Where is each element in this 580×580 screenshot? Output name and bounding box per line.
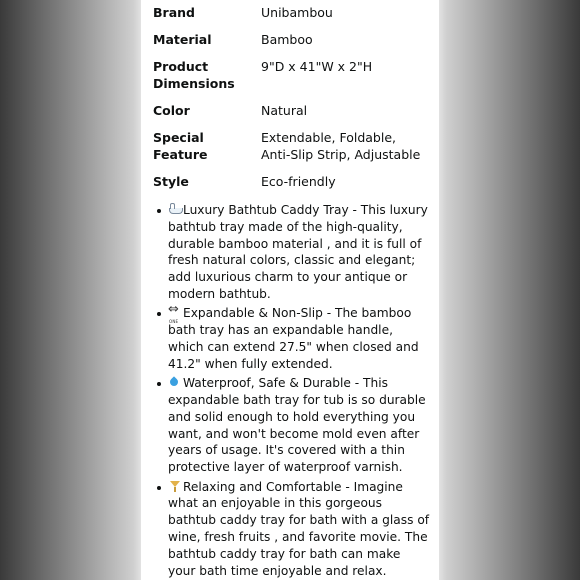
feature-bullet-list [141,202,439,579]
spec-row-material [141,31,439,48]
spec-label: Special Feature [153,130,208,162]
expand-arrows-icon [168,306,182,318]
spec-value: Unibambou [261,5,333,20]
spec-row-dimensions [141,58,439,92]
spec-value: 9"D x 41"W x 2"H [261,59,373,74]
spec-value: Natural [261,103,308,118]
spec-row-color [141,102,439,119]
product-specs-table [141,0,439,190]
spec-label: Style [153,174,189,189]
spec-value: Bamboo [261,32,313,47]
bullet-text: Luxury Bathtub Caddy Tray - This luxury bathtub tray made of the high-quality, durable bamboo material , and it is full of fresh natural colors, classic and elegant; add luxurious charm to your antique or modern bathtub. [168,203,428,301]
spec-row-brand [141,4,439,21]
spec-row-style [141,173,439,190]
bullet-text: Expandable & Non-Slip - The bamboo bath tray has an expandable handle, which can extend 27.5" when closed and 41.2" when fully extended. [168,306,419,371]
spec-label: Color [153,103,190,118]
list-item [141,479,439,580]
bullet-text: Waterproof, Safe & Durable - This expandable bath tray for tub is so durable and solid enough to hold everything you want, and won't become mold even after years of usage. It's covered with a thin protective layer of waterproof varnish. [168,376,426,475]
spec-value: Extendable, Foldable, Anti-Slip Strip, Adjustable [261,130,421,162]
list-item [141,202,439,303]
list-item [141,375,439,476]
cocktail-icon [168,480,182,492]
water-drop-icon [168,376,182,388]
spec-label: Product Dimensions [153,59,235,91]
spec-label: Material [153,32,212,47]
product-details-panel [141,0,439,580]
spec-label: Brand [153,5,195,20]
bullet-text: Relaxing and Comfortable - Imagine what an enjoyable in this gorgeous bathtub caddy tray for bath with a glass of wine, fresh fruits , and favorite movie. The bathtub caddy tray for bath can make your bath time enjoyable and relax. [168,479,430,578]
spec-row-special-feature [141,129,439,163]
spec-value: Eco-friendly [261,174,336,189]
bathtub-icon [168,203,182,215]
list-item [141,305,439,372]
